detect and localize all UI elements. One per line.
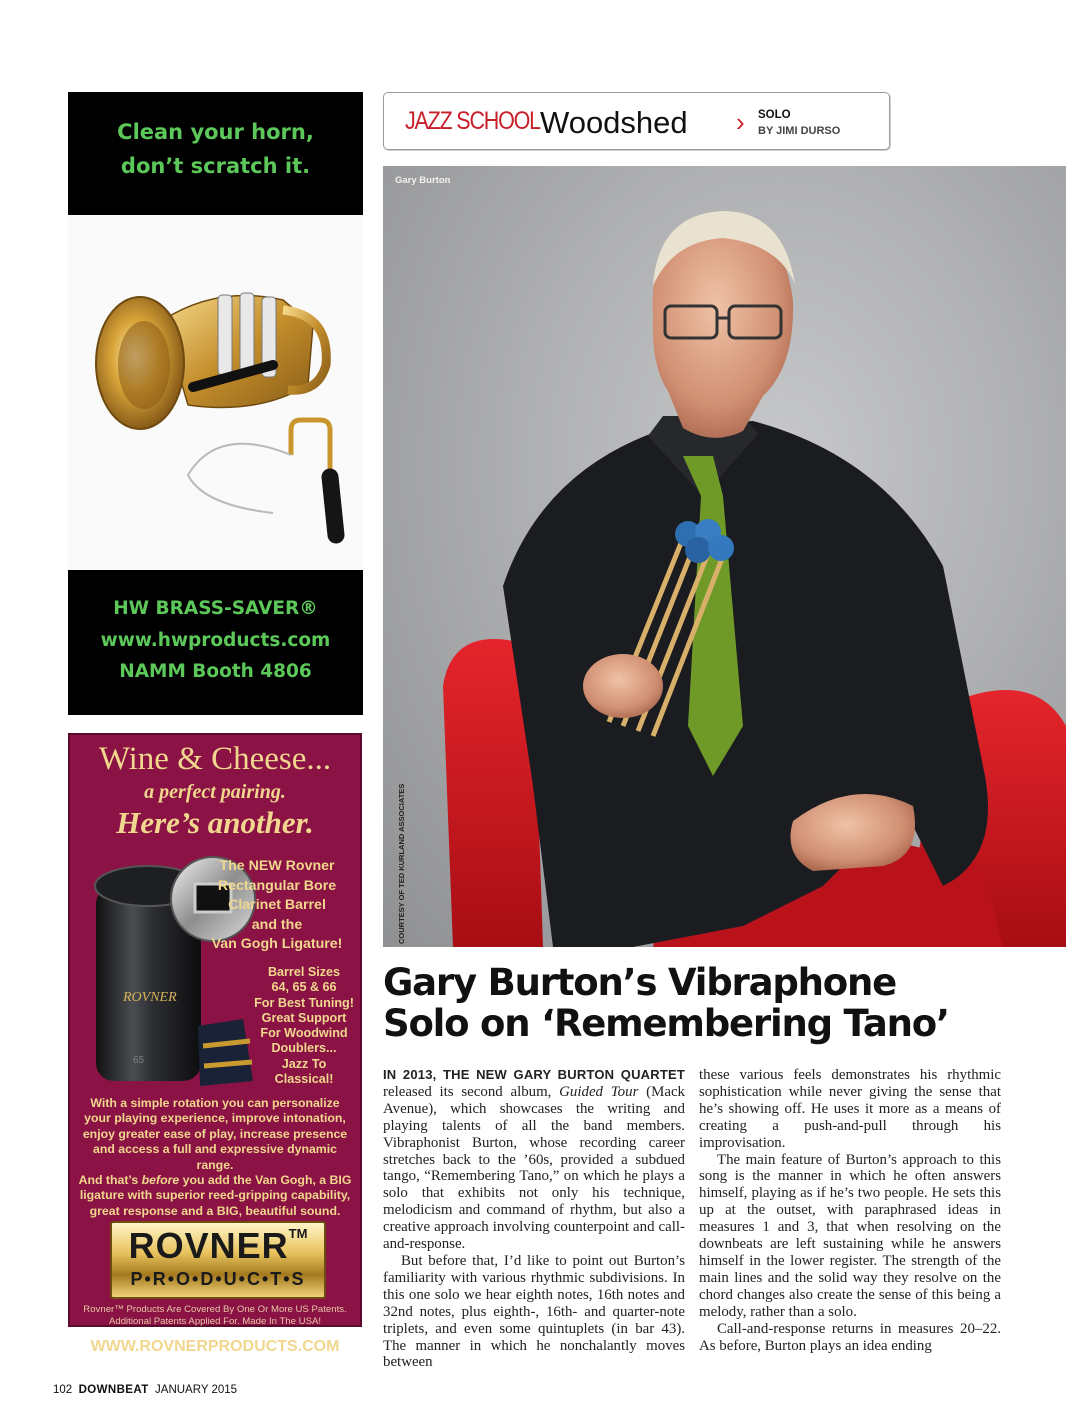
body-line: enjoy greater ease of play, increase presence [82,1126,348,1141]
rovner-product-text [198,857,356,955]
page-number: 102 [53,1384,73,1396]
euphonium-product-photo [68,215,363,570]
issue-date: JANUARY 2015 [155,1384,238,1396]
body-line: great response and a BIG, beautiful sound. [89,1203,341,1218]
chevron-right-icon: › [736,107,745,137]
photo-caption: Gary Burton [395,175,451,186]
body-line [74,1173,356,1188]
product-line: Clarinet Barrel [228,897,326,913]
brass-saver-ad-top [68,92,363,215]
paragraph-2: But before that, I’d like to point out Burton’s familiarity with various rhythmic subdivisions. In this one solo we hear eighth notes, 16th notes and 32nd notes, plus eighth-, 16th- and quarter-note triplets, and even some quintuplets (in bar 43). The manner in which he nonchalantly moves between [383,1252,685,1371]
ad-website-link[interactable]: www.hwproducts.com [100,630,331,651]
rovner-features [254,965,354,1087]
ad-tagline-2: don’t scratch it. [120,154,311,178]
body-line: With a simple rotation you can personalize [90,1096,340,1110]
photo-credit: COURTESY OF TED KURLAND ASSOCIATES [397,783,406,944]
ad-booth-number: NAMM Booth 4806 [119,661,312,682]
article-type: SOLO [758,109,791,121]
magazine-name: DOWNBEAT [78,1384,149,1396]
jazz-school-label: JAZZ SCHOOL [405,107,540,135]
rovner-website-link[interactable]: WWW.ROVNERPRODUCTS.COM [90,1338,340,1355]
paragraph-1 [383,1067,685,1253]
portrait-illustration [383,166,1066,947]
patent-line: Rovner™ Products Are Covered By One Or More US Patents. [83,1304,347,1315]
product-line: Van Gogh Ligature! [211,936,343,952]
feature-line: Jazz To [281,1056,327,1071]
product-line: The NEW Rovner [219,858,335,874]
rovner-body-copy [74,1096,356,1219]
headline-line-2: Solo on ‘Remembering Tano’ [383,1002,949,1045]
barrel-size-text: 65 [133,1055,145,1066]
article-headline [383,962,1043,1044]
feature-line: Barrel Sizes [267,965,341,979]
body-line: ligature with superior reed-gripping capability, [79,1188,351,1203]
byline: BY JIMI DURSO [758,125,841,137]
feature-line: For Woodwind [260,1026,348,1041]
product-line: Rectangular Bore [217,877,337,894]
ad-product-name: HW BRASS-SAVER® [113,598,318,619]
feature-line: Great Support [261,1010,347,1025]
paragraph-text: (Mack Avenue), which showcases the writing and playing talents of all the band members. Vibraphonist Burton, whose recording career stretches back to the ’60s, provided a subdued tango, “Remembering Tano,” on which he plays a solo that exhibits not only his technique, melodicism and command of rhythm, but also a creative approach involving counterpoint and call-and-response. [383,1083,685,1253]
body-line: your playing experience, improve intonation, [84,1111,346,1126]
paragraph-4: The main feature of Burton’s approach to this song is the manner in which he often answers himself, playing as if he’s two people. He sets this up at the outset, with paraphrased ideas in measures 1 and 3, that when resolving on the downbeats are left sustaining while he answers himself in the lower register. The strength of the main lines and the solid way they resolve on the chord changes also create the sense of this being a melody, rather than a solo. [699,1151,1001,1320]
article-column-2 [699,1067,1001,1354]
body-line: and access a full and expressive dynamic range. [92,1142,337,1172]
product-line: and the [251,916,303,933]
logo-brand-text: ROVNER [128,1225,289,1266]
paragraph-text: released its second album, [383,1083,560,1100]
rovner-ad [68,733,362,1355]
rovner-logo [110,1221,326,1299]
barrel-brand-text: ROVNER [123,990,177,1005]
headline-line-1: Gary Burton’s Vibraphone [383,961,897,1004]
album-title: Guided Tour [559,1083,639,1100]
body-text: And that’s [78,1173,142,1188]
rovner-headline-2: a perfect pairing. [144,781,286,803]
feature-line: Doublers... [271,1041,337,1056]
patent-line: Additional Patents Applied For. Made In The USA! [108,1315,322,1327]
rovner-headline-3: Here’s another. [116,805,314,840]
page-footer [53,1384,237,1396]
section-header [383,92,890,150]
brass-saver-ad-bottom [68,570,363,715]
paragraph-5: Call-and-response returns in measures 20–22. As before, Burton plays an idea ending [699,1320,1001,1354]
ad-tagline-1: Clean your horn, [117,120,314,144]
feature-line: 64, 65 & 66 [271,980,337,995]
body-emphasis: before [141,1173,180,1188]
article-column-1 [383,1067,685,1371]
woodshed-title: Woodshed [540,105,688,140]
feature-line: Classical! [274,1072,334,1087]
gary-burton-photo [383,166,1066,947]
paragraph-3: these various feels demonstrates his rhythmic sophistication while never giving the sense that he’s showing off. He uses it more as a means of creating a push-and-pull through his improvisation. [699,1067,1001,1151]
euphonium-illustration [68,215,363,570]
feature-line: For Best Tuning! [254,995,354,1010]
rovner-logo-sub: P•R•O•D•U•C•T•S [130,1269,306,1289]
rovner-headline-1: Wine & Cheese... [98,741,332,777]
lead-in: IN 2013, THE NEW GARY BURTON QUARTET [383,1067,685,1082]
rovner-patents [68,1304,362,1327]
logo-trademark: TM [288,1226,308,1241]
rovner-logo-brand [112,1225,324,1267]
body-text: you add the Van Gogh, a BIG [179,1173,352,1188]
left-hand [583,654,663,718]
